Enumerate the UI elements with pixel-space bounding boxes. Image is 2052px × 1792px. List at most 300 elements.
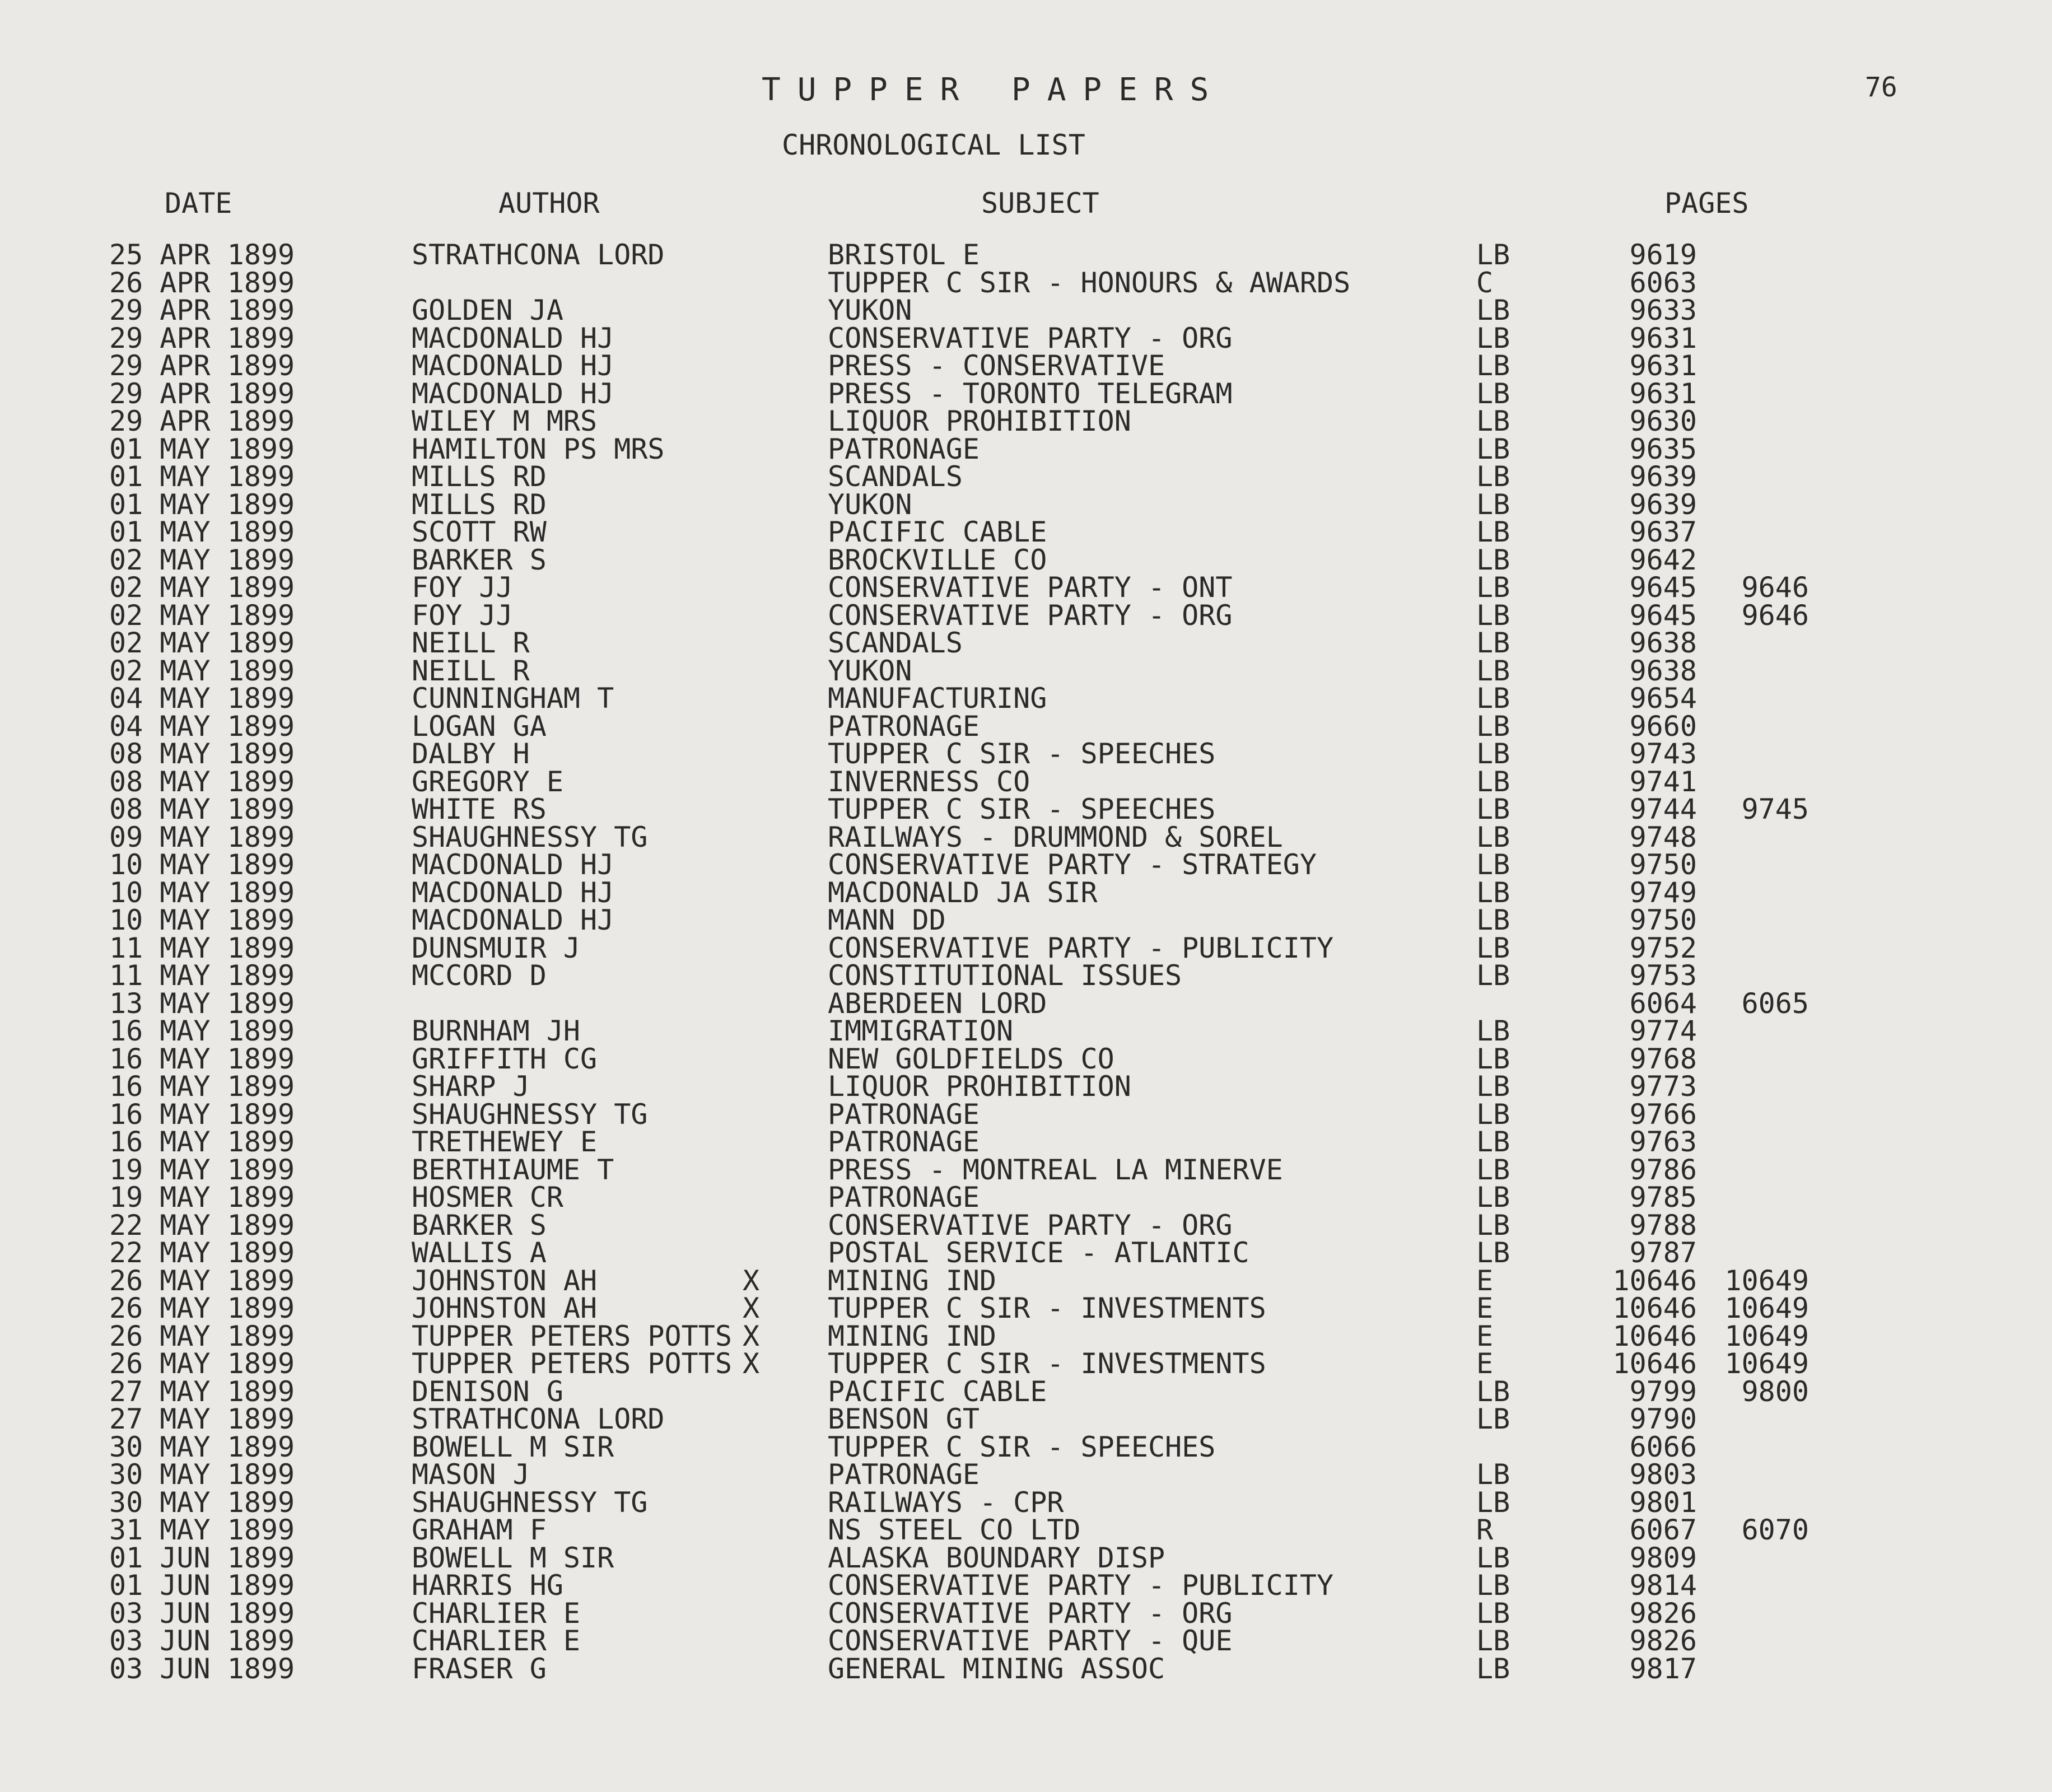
entry-subject: GENERAL MINING ASSOC [828, 1652, 1165, 1685]
table-row [0, 682, 2052, 715]
entry-code: LB [1476, 682, 1510, 715]
table-row [0, 1458, 2052, 1491]
table-row [0, 1486, 2052, 1519]
entry-page-start: 9768 [1629, 1042, 1697, 1075]
table-row [0, 1430, 2052, 1463]
entry-date: 26 APR 1899 [109, 266, 295, 299]
entry-code: LB [1476, 959, 1510, 992]
entry-author: HAMILTON PS MRS [412, 432, 665, 465]
entry-author: MACDONALD HJ [412, 377, 614, 410]
entry-subject: CONSERVATIVE PARTY - ORG [828, 1597, 1233, 1630]
entry-code: LB [1476, 1597, 1510, 1630]
entry-date: 10 MAY 1899 [109, 904, 295, 936]
entry-code: LB [1476, 1153, 1510, 1186]
entry-page-start: 9814 [1629, 1569, 1697, 1602]
entry-author: BOWELL M SIR [412, 1541, 614, 1574]
entry-code: LB [1476, 321, 1510, 354]
entry-author: TUPPER PETERS POTTS [412, 1319, 732, 1352]
entry-subject: PACIFIC CABLE [828, 1375, 1047, 1408]
entry-date: 11 MAY 1899 [109, 959, 295, 992]
table-row [0, 1042, 2052, 1075]
entry-page-start: 9753 [1629, 959, 1697, 992]
entry-code: LB [1476, 1070, 1510, 1103]
entry-code: LB [1476, 1375, 1510, 1408]
entry-mark: X [743, 1292, 760, 1324]
entry-page-start: 9803 [1629, 1458, 1697, 1491]
entry-page-start: 9645 [1629, 599, 1697, 632]
entry-subject: LIQUOR PROHIBITION [828, 1070, 1131, 1103]
entry-page-start: 10646 [1612, 1319, 1697, 1352]
entry-date: 26 MAY 1899 [109, 1292, 295, 1324]
entry-page-end: 9646 [1741, 571, 1809, 604]
entry-date: 09 MAY 1899 [109, 820, 295, 853]
entry-mark: X [743, 1264, 760, 1297]
entry-page-start: 6067 [1629, 1514, 1697, 1546]
entry-page-start: 9631 [1629, 349, 1697, 382]
entry-date: 13 MAY 1899 [109, 987, 295, 1020]
entry-author: SHAUGHNESSY TG [412, 1486, 648, 1519]
entry-page-start: 9786 [1629, 1153, 1697, 1186]
entry-code: LB [1476, 1098, 1510, 1131]
entry-subject: IMMIGRATION [828, 1015, 1014, 1047]
table-row [0, 654, 2052, 687]
entry-author: HARRIS HG [412, 1569, 563, 1602]
entry-page-start: 6064 [1629, 987, 1697, 1020]
entry-page-start: 9642 [1629, 543, 1697, 576]
entry-page-start: 9750 [1629, 904, 1697, 936]
entry-author: DALBY H [412, 738, 530, 770]
entry-date: 26 MAY 1899 [109, 1319, 295, 1352]
entry-date: 01 MAY 1899 [109, 432, 295, 465]
entry-subject: RAILWAYS - DRUMMOND & SOREL [828, 820, 1283, 853]
entry-code: LB [1476, 349, 1510, 382]
entry-author: STRATHCONA LORD [412, 1403, 665, 1435]
entry-date: 01 MAY 1899 [109, 488, 295, 521]
entry-code: E [1476, 1264, 1494, 1297]
entry-author: NEILL R [412, 654, 530, 687]
table-row [0, 377, 2052, 410]
table-row [0, 1208, 2052, 1242]
entry-page-start: 9749 [1629, 876, 1697, 909]
entry-code: LB [1476, 1126, 1510, 1158]
entry-date: 04 MAY 1899 [109, 682, 295, 715]
entry-code: LB [1476, 1403, 1510, 1435]
entry-author: BARKER S [412, 1208, 547, 1242]
entry-subject: TUPPER C SIR - SPEECHES [828, 793, 1216, 825]
table-row [0, 1652, 2052, 1685]
entry-code: LB [1476, 405, 1510, 437]
entry-date: 19 MAY 1899 [109, 1181, 295, 1214]
table-row [0, 876, 2052, 909]
entry-date: 10 MAY 1899 [109, 876, 295, 909]
table-row [0, 931, 2052, 964]
entry-date: 02 MAY 1899 [109, 599, 295, 632]
table-row [0, 543, 2052, 576]
table-row [0, 1627, 2052, 1655]
table-row [0, 1017, 2052, 1045]
entry-author: FOY JJ [412, 599, 513, 632]
table-row [0, 599, 2052, 632]
entry-subject: CONSTITUTIONAL ISSUES [828, 959, 1182, 992]
entry-author: WALLIS A [412, 1236, 547, 1269]
entry-code: LB [1476, 1236, 1510, 1269]
entry-author: FRASER G [412, 1652, 547, 1685]
entry-author: GOLDEN JA [412, 294, 563, 326]
entry-date: 03 JUN 1899 [109, 1625, 295, 1657]
entry-page-end: 10649 [1724, 1292, 1809, 1324]
entry-code: LB [1476, 1042, 1510, 1075]
column-header-date: DATE [165, 187, 232, 220]
entry-code: R [1476, 1514, 1494, 1546]
entry-page-start: 9785 [1629, 1181, 1697, 1214]
entry-code: LB [1476, 848, 1510, 881]
entry-author: LOGAN GA [412, 710, 547, 743]
entry-page-start: 9799 [1629, 1375, 1697, 1408]
entry-page-start: 9817 [1629, 1652, 1697, 1685]
entry-page-start: 9645 [1629, 571, 1697, 604]
entry-author: GRIFFITH CG [412, 1042, 598, 1075]
entry-date: 03 JUN 1899 [109, 1597, 295, 1630]
table-row [0, 1375, 2052, 1408]
entry-author: MASON J [412, 1458, 530, 1491]
entry-page-end: 10649 [1724, 1319, 1809, 1352]
table-row [0, 1070, 2052, 1103]
entry-date: 02 MAY 1899 [109, 543, 295, 576]
table-row [0, 296, 2052, 324]
entry-page-start: 6066 [1629, 1430, 1697, 1463]
entry-date: 27 MAY 1899 [109, 1403, 295, 1435]
entry-code: LB [1476, 931, 1510, 964]
entry-subject: MANUFACTURING [828, 682, 1047, 715]
entry-date: 29 APR 1899 [109, 405, 295, 437]
entry-code: LB [1476, 543, 1510, 576]
entry-code: LB [1476, 1181, 1510, 1214]
entry-date: 01 MAY 1899 [109, 516, 295, 548]
entry-code: LB [1476, 738, 1510, 770]
page-number: 76 [1865, 72, 1897, 103]
entry-page-start: 9750 [1629, 848, 1697, 881]
entry-subject: PATRONAGE [828, 710, 980, 743]
entry-subject: MACDONALD JA SIR [828, 876, 1098, 909]
entry-author: TUPPER PETERS POTTS [412, 1347, 732, 1380]
entry-page-start: 9741 [1629, 765, 1697, 798]
entry-date: 11 MAY 1899 [109, 931, 295, 964]
entry-code: LB [1476, 820, 1510, 853]
table-row [0, 1405, 2052, 1433]
entry-subject: PATRONAGE [828, 1181, 980, 1214]
entry-subject: ALASKA BOUNDARY DISP [828, 1541, 1165, 1574]
entry-code: LB [1476, 765, 1510, 798]
entry-page-start: 9631 [1629, 321, 1697, 354]
table-row [0, 1541, 2052, 1574]
chronological-list [0, 239, 2052, 1685]
entry-author: MACDONALD HJ [412, 904, 614, 936]
entry-subject: CONSERVATIVE PARTY - ORG [828, 321, 1233, 354]
table-row [0, 1294, 2052, 1322]
entry-subject: TUPPER C SIR - SPEECHES [828, 738, 1216, 770]
table-row [0, 241, 2052, 269]
entry-subject: POSTAL SERVICE - ATLANTIC [828, 1236, 1249, 1269]
document-subtitle: CHRONOLOGICAL LIST [782, 129, 1085, 161]
entry-subject: MINING IND [828, 1264, 997, 1297]
entry-author: GREGORY E [412, 765, 563, 798]
table-row [0, 1153, 2052, 1186]
entry-author: GRAHAM F [412, 1514, 547, 1546]
entry-date: 01 MAY 1899 [109, 460, 295, 493]
entry-author: WILEY M MRS [412, 405, 598, 437]
entry-subject: PACIFIC CABLE [828, 516, 1047, 548]
entry-code: LB [1476, 1625, 1510, 1657]
entry-subject: CONSERVATIVE PARTY - ONT [828, 571, 1233, 604]
entry-author: SHARP J [412, 1070, 530, 1103]
table-row [0, 1236, 2052, 1269]
entry-subject: SCANDALS [828, 460, 963, 493]
entry-code: LB [1476, 239, 1510, 271]
table-row [0, 848, 2052, 881]
entry-subject: BENSON GT [828, 1403, 980, 1435]
entry-subject: TUPPER C SIR - SPEECHES [828, 1430, 1216, 1463]
entry-page-start: 9788 [1629, 1208, 1697, 1242]
entry-date: 22 MAY 1899 [109, 1236, 295, 1269]
table-row [0, 765, 2052, 798]
entry-author: CUNNINGHAM T [412, 682, 614, 715]
entry-author: MCCORD D [412, 959, 547, 992]
entry-code: LB [1476, 294, 1510, 326]
entry-author: CHARLIER E [412, 1625, 581, 1657]
entry-page-start: 9619 [1629, 239, 1697, 271]
table-row [0, 740, 2052, 768]
entry-page-start: 9631 [1629, 377, 1697, 410]
entry-date: 27 MAY 1899 [109, 1375, 295, 1408]
entry-date: 08 MAY 1899 [109, 738, 295, 770]
entry-page-end: 6065 [1741, 987, 1809, 1020]
entry-page-start: 9826 [1629, 1597, 1697, 1630]
table-row [0, 1516, 2052, 1544]
entry-page-end: 10649 [1724, 1264, 1809, 1297]
entry-code: LB [1476, 377, 1510, 410]
entry-page-end: 9800 [1741, 1375, 1809, 1408]
entry-subject: CONSERVATIVE PARTY - PUBLICITY [828, 931, 1334, 964]
entry-date: 30 MAY 1899 [109, 1430, 295, 1463]
entry-date: 29 APR 1899 [109, 377, 295, 410]
entry-page-start: 9790 [1629, 1403, 1697, 1435]
entry-date: 30 MAY 1899 [109, 1486, 295, 1519]
entry-page-start: 9826 [1629, 1625, 1697, 1657]
entry-author: CHARLIER E [412, 1597, 581, 1630]
table-row [0, 321, 2052, 354]
entry-date: 16 MAY 1899 [109, 1042, 295, 1075]
entry-page-start: 9639 [1629, 488, 1697, 521]
table-row [0, 820, 2052, 853]
entry-author: MILLS RD [412, 488, 547, 521]
entry-code: LB [1476, 516, 1510, 548]
entry-subject: CONSERVATIVE PARTY - QUE [828, 1625, 1233, 1657]
entry-author: WHITE RS [412, 793, 547, 825]
entry-author: SHAUGHNESSY TG [412, 1098, 648, 1131]
document-title: TUPPER PAPERS [762, 72, 1226, 108]
entry-author: BARKER S [412, 543, 547, 576]
entry-date: 08 MAY 1899 [109, 793, 295, 825]
entry-page-start: 9635 [1629, 432, 1697, 465]
entry-subject: PRESS - MONTREAL LA MINERVE [828, 1153, 1283, 1186]
entry-page-start: 9630 [1629, 405, 1697, 437]
entry-date: 25 APR 1899 [109, 239, 295, 271]
entry-date: 16 MAY 1899 [109, 1015, 295, 1047]
table-row [0, 1181, 2052, 1214]
entry-date: 10 MAY 1899 [109, 848, 295, 881]
entry-code: LB [1476, 627, 1510, 659]
entry-code: C [1476, 266, 1494, 299]
entry-author: JOHNSTON AH [412, 1264, 598, 1297]
entry-date: 30 MAY 1899 [109, 1458, 295, 1491]
entry-date: 26 MAY 1899 [109, 1264, 295, 1297]
entry-page-start: 9637 [1629, 516, 1697, 548]
entry-date: 02 MAY 1899 [109, 627, 295, 659]
entry-subject: YUKON [828, 488, 912, 521]
entry-date: 03 JUN 1899 [109, 1652, 295, 1685]
entry-date: 31 MAY 1899 [109, 1514, 295, 1546]
entry-date: 16 MAY 1899 [109, 1070, 295, 1103]
entry-page-end: 9646 [1741, 599, 1809, 632]
entry-date: 04 MAY 1899 [109, 710, 295, 743]
table-row [0, 1128, 2052, 1156]
column-header-pages: PAGES [1664, 187, 1749, 220]
entry-subject: MINING IND [828, 1319, 997, 1352]
table-row [0, 349, 2052, 382]
entry-code: LB [1476, 488, 1510, 521]
entry-page-start: 9773 [1629, 1070, 1697, 1103]
entry-code: LB [1476, 1569, 1510, 1602]
entry-date: 02 MAY 1899 [109, 571, 295, 604]
entry-page-end: 10649 [1724, 1347, 1809, 1380]
entry-page-start: 9752 [1629, 931, 1697, 964]
entry-author: SHAUGHNESSY TG [412, 820, 648, 853]
entry-author: NEILL R [412, 627, 530, 659]
entry-subject: PRESS - CONSERVATIVE [828, 349, 1165, 382]
entry-page-end: 9745 [1741, 793, 1809, 825]
entry-subject: MANN DD [828, 904, 946, 936]
entry-subject: BROCKVILLE CO [828, 543, 1047, 576]
entry-page-start: 9787 [1629, 1236, 1697, 1269]
table-row [0, 1319, 2052, 1352]
entry-date: 22 MAY 1899 [109, 1208, 295, 1242]
entry-code: LB [1476, 1208, 1510, 1242]
entry-subject: NS STEEL CO LTD [828, 1514, 1081, 1546]
entry-author: DUNSMUIR J [412, 931, 581, 964]
entry-page-start: 9763 [1629, 1126, 1697, 1158]
entry-subject: PATRONAGE [828, 432, 980, 465]
table-row [0, 571, 2052, 604]
column-header-author: AUTHOR [498, 187, 600, 220]
entry-subject: INVERNESS CO [828, 765, 1030, 798]
entry-subject: TUPPER C SIR - HONOURS & AWARDS [828, 266, 1351, 299]
entry-subject: PATRONAGE [828, 1126, 980, 1158]
table-row [0, 710, 2052, 743]
entry-page-start: 9654 [1629, 682, 1697, 715]
entry-date: 26 MAY 1899 [109, 1347, 295, 1380]
entry-subject: TUPPER C SIR - INVESTMENTS [828, 1347, 1266, 1380]
entry-page-start: 10646 [1612, 1347, 1697, 1380]
entry-mark: X [743, 1319, 760, 1352]
entry-date: 29 APR 1899 [109, 294, 295, 326]
entry-author: DENISON G [412, 1375, 563, 1408]
table-row [0, 1347, 2052, 1380]
table-row [0, 407, 2052, 435]
table-row [0, 432, 2052, 465]
entry-author: MACDONALD HJ [412, 876, 614, 909]
entry-page-start: 9774 [1629, 1015, 1697, 1047]
entry-page-start: 10646 [1612, 1292, 1697, 1324]
entry-code: LB [1476, 1541, 1510, 1574]
entry-subject: RAILWAYS - CPR [828, 1486, 1064, 1519]
table-row [0, 488, 2052, 521]
table-row [0, 1264, 2052, 1297]
entry-date: 08 MAY 1899 [109, 765, 295, 798]
entry-subject: PATRONAGE [828, 1098, 980, 1131]
entry-subject: TUPPER C SIR - INVESTMENTS [828, 1292, 1266, 1324]
table-row [0, 1569, 2052, 1602]
entry-code: E [1476, 1319, 1494, 1352]
table-row [0, 460, 2052, 493]
entry-subject: NEW GOLDFIELDS CO [828, 1042, 1114, 1075]
entry-page-start: 9638 [1629, 627, 1697, 659]
entry-date: 01 JUN 1899 [109, 1569, 295, 1602]
column-header-subject: SUBJECT [981, 187, 1099, 220]
entry-code: LB [1476, 1486, 1510, 1519]
entry-code: LB [1476, 793, 1510, 825]
entry-date: 29 APR 1899 [109, 321, 295, 354]
entry-date: 16 MAY 1899 [109, 1098, 295, 1131]
entry-author: HOSMER CR [412, 1181, 563, 1214]
entry-code: LB [1476, 876, 1510, 909]
entry-author: MACDONALD HJ [412, 321, 614, 354]
entry-page-start: 9633 [1629, 294, 1697, 326]
entry-page-start: 9801 [1629, 1486, 1697, 1519]
entry-author: MACDONALD HJ [412, 349, 614, 382]
entry-page-start: 9660 [1629, 710, 1697, 743]
entry-subject: PATRONAGE [828, 1458, 980, 1491]
entry-page-start: 9809 [1629, 1541, 1697, 1574]
entry-code: LB [1476, 1458, 1510, 1491]
entry-code: LB [1476, 1015, 1510, 1047]
entry-page-start: 9748 [1629, 820, 1697, 853]
entry-date: 19 MAY 1899 [109, 1153, 295, 1186]
entry-date: 02 MAY 1899 [109, 654, 295, 687]
entry-author: STRATHCONA LORD [412, 239, 665, 271]
entry-page-start: 10646 [1612, 1264, 1697, 1297]
entry-subject: YUKON [828, 654, 912, 687]
entry-code: LB [1476, 432, 1510, 465]
entry-page-end: 6070 [1741, 1514, 1809, 1546]
table-row [0, 266, 2052, 299]
entry-subject: LIQUOR PROHIBITION [828, 405, 1131, 437]
entry-page-start: 9766 [1629, 1098, 1697, 1131]
entry-author: BOWELL M SIR [412, 1430, 614, 1463]
entry-mark: X [743, 1347, 760, 1380]
entry-author: TRETHEWEY E [412, 1126, 598, 1158]
entry-subject: SCANDALS [828, 627, 963, 659]
table-row [0, 1098, 2052, 1131]
entry-code: LB [1476, 599, 1510, 632]
entry-code: LB [1476, 654, 1510, 687]
entry-code: LB [1476, 571, 1510, 604]
entry-page-start: 9743 [1629, 738, 1697, 770]
entry-page-start: 9744 [1629, 793, 1697, 825]
table-row [0, 906, 2052, 934]
entry-author: MACDONALD HJ [412, 848, 614, 881]
entry-page-start: 6063 [1629, 266, 1697, 299]
entry-author: SCOTT RW [412, 516, 547, 548]
